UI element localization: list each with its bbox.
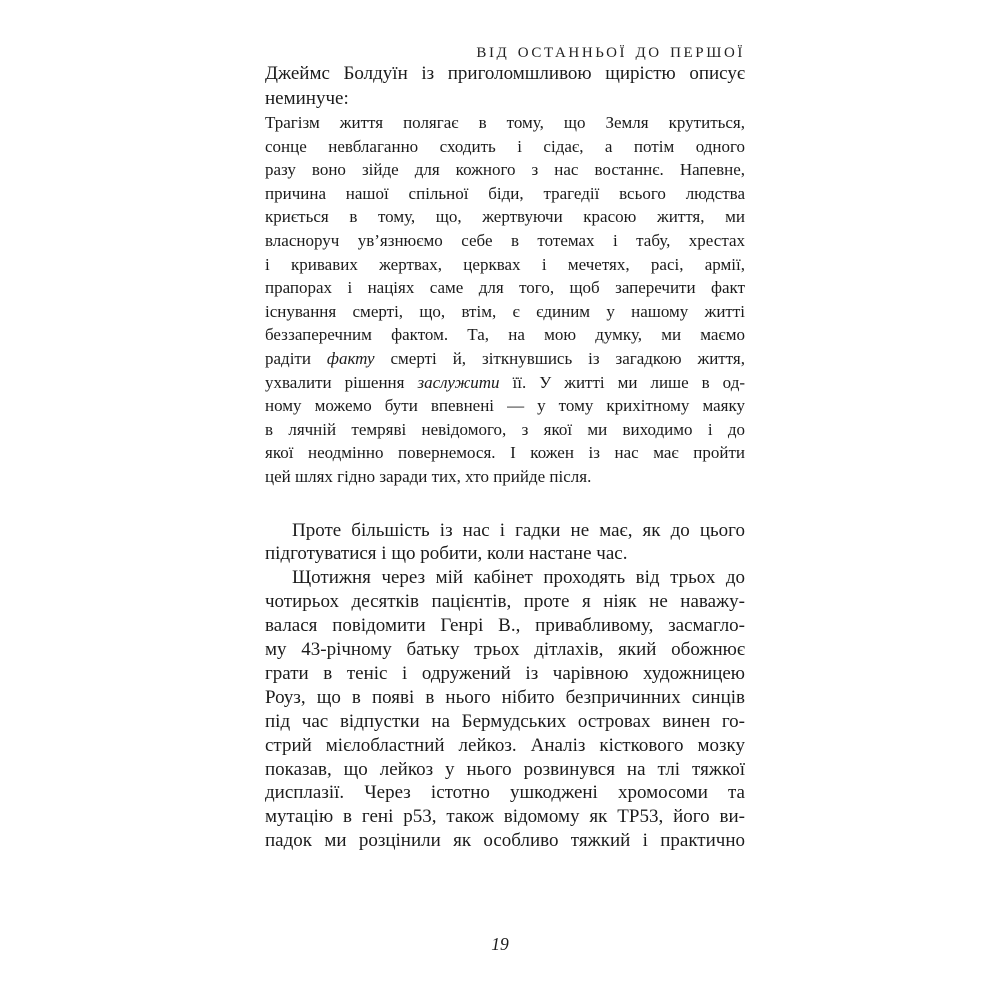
text-line: прапорах і націях саме для того, щоб заперечити факт: [265, 278, 745, 298]
text-line: сонце невблаганно сходить і сідає, а потім одного: [265, 136, 745, 156]
text-line: Роуз, що в появі в нього нібито безпричинних синців: [265, 686, 745, 708]
text-line: дисплазії. Через істотно ушкоджені хромосоми та: [265, 782, 745, 804]
text-line: ухвалити рішення заслужити її. У житті ми лише в од-: [265, 372, 745, 392]
text-line: в лячній темряві невідомого, з якої ми виходимо і до: [265, 419, 745, 439]
text-line: беззаперечним фактом. Та, на мою думку, ми маємо: [265, 325, 745, 345]
text-line: падок ми розцінили як особливо тяжкий і практично: [265, 830, 745, 852]
text-line: власноруч ув’язнюємо себе в тотемах і табу, хрестах: [265, 230, 745, 250]
text-line: причина нашої спільної біди, трагедії всього людства: [265, 183, 745, 203]
text-line: криється в тому, що, жертвуючи красою життя, ми: [265, 207, 745, 227]
text-line: ному можемо бути впевнені — у тому крихітному маяку: [265, 396, 745, 416]
text-line: Щотижня через мій кабінет проходять від трьох до: [292, 567, 745, 589]
text-line: якої неодмінно повернемося. І кожен із нас має пройти: [265, 443, 745, 463]
text-line: цей шлях гідно заради тих, хто прийде після.: [265, 466, 592, 486]
intro-paragraph: [265, 61, 745, 111]
text-line: існування смерті, що, втім, є єдиним у нашому житті: [265, 301, 745, 321]
text-line: чотирьох десятків пацієнтів, проте я ніяк не наважу-: [265, 591, 745, 613]
text-line: грати в теніс і одружений із чарівною художницею: [265, 662, 745, 684]
body-paragraph: [265, 566, 745, 853]
block-quote: [265, 111, 745, 489]
text-line: разу воно зійде для кожного з нас востаннє. Напевне,: [265, 160, 745, 180]
body-paragraph: [265, 519, 745, 567]
body-text: [265, 519, 745, 854]
text-line: неминуче:: [265, 88, 349, 109]
text-line: валася повідомити Генрі В., привабливому, засмагло-: [265, 615, 745, 637]
running-head: ВІД ОСТАННЬОЇ ДО ПЕРШОЇ: [476, 45, 745, 61]
text-line: Трагізм життя полягає в тому, що Земля крутиться,: [265, 113, 745, 132]
text-line: підготуватися і що робити, коли настане час.: [265, 543, 628, 565]
text-line: і кривавих жертвах, церквах і мечетях, расі, армії,: [265, 254, 745, 274]
text-line: Проте більшість із нас і гадки не має, як до цього: [292, 519, 745, 541]
text-line: під час відпустки на Бермудських островах винен го-: [265, 710, 745, 732]
page-number: 19: [491, 934, 509, 954]
text-line: показав, що лейкоз у нього розвинувся на тлі тяжкої: [265, 758, 745, 780]
text-line: мутацію в гені p53, також відомому як ТР53, його ви-: [265, 806, 745, 828]
text-line: стрий мієлобластний лейкоз. Аналіз кісткового мозку: [265, 734, 745, 756]
text-line: радіти факту смерті й, зіткнувшись із загадкою життя,: [265, 348, 745, 368]
text-line: Джеймс Болдуїн із приголомшливою щирістю описує: [265, 63, 745, 84]
text-column: [265, 46, 745, 853]
text-line: му 43-річному батьку трьох дітлахів, який обожнює: [265, 639, 745, 661]
